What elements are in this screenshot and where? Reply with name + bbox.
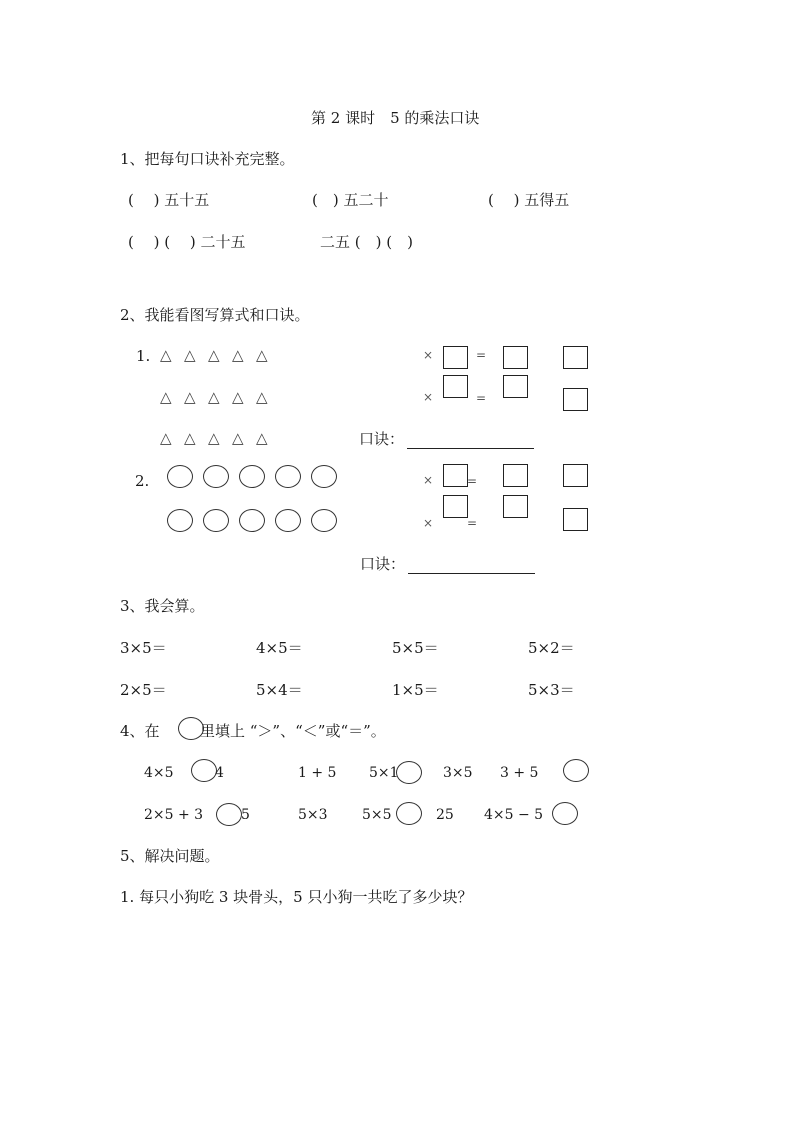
- triangle-icon: △: [184, 388, 196, 406]
- calc-item[interactable]: 5×4＝: [256, 681, 303, 699]
- compare-right: 5: [241, 807, 250, 823]
- calc-item[interactable]: 5×5＝: [392, 639, 439, 657]
- triangle-icon: △: [184, 429, 196, 447]
- triangle-icon: △: [232, 346, 244, 364]
- question-3-heading: 3、我会算。: [120, 597, 205, 615]
- compare-circle[interactable]: [396, 802, 422, 825]
- triangle-icon: △: [256, 346, 268, 364]
- circle-icon: [275, 465, 301, 488]
- triangle-icon: △: [256, 429, 268, 447]
- times-sign: ×: [423, 348, 434, 362]
- item-1-label: 1.: [136, 347, 151, 365]
- compare-circle[interactable]: [191, 759, 217, 782]
- question-1-heading: 1、把每句口诀补充完整。: [120, 150, 295, 168]
- answer-box[interactable]: [503, 375, 528, 398]
- times-sign: ×: [423, 516, 434, 530]
- compare-circle[interactable]: [563, 759, 589, 782]
- circle-icon: [167, 465, 193, 488]
- circle-icon: [239, 465, 265, 488]
- circle-icon: [275, 509, 301, 532]
- compare-left: 5×5: [362, 807, 392, 823]
- answer-box[interactable]: [563, 388, 588, 411]
- compare-circle[interactable]: [216, 803, 242, 826]
- calc-item[interactable]: 3×5＝: [120, 639, 167, 657]
- answer-box[interactable]: [563, 508, 588, 531]
- triangle-icon: △: [256, 388, 268, 406]
- q1-blank-1[interactable]: ( ) 五十五: [128, 191, 210, 209]
- question-4-heading-pre: 4、在: [120, 722, 160, 740]
- question-5-heading: 5、解决问题。: [120, 847, 220, 865]
- rhyme-answer-line[interactable]: [407, 448, 534, 449]
- calc-item[interactable]: 5×2＝: [528, 639, 575, 657]
- question-4-heading-post: 里填上 “＞”、“＜”或“＝”。: [200, 722, 386, 740]
- triangle-icon: △: [184, 346, 196, 364]
- rhyme-label: 口诀：: [359, 430, 405, 448]
- q1-blank-2[interactable]: ( ) 五二十: [312, 191, 389, 209]
- triangle-icon: △: [208, 388, 220, 406]
- equals-sign: =: [476, 348, 487, 362]
- answer-box[interactable]: [503, 346, 528, 369]
- compare-left: 4×5 − 5: [484, 807, 544, 823]
- times-sign: ×: [423, 390, 434, 404]
- page-title: 第 2 课时 5 的乘法口诀: [311, 109, 480, 127]
- question-2-heading: 2、我能看图写算式和口诀。: [120, 306, 310, 324]
- times-sign: ×: [423, 473, 434, 487]
- triangle-icon: △: [160, 429, 172, 447]
- compare-right: 3 + 5: [500, 765, 539, 781]
- item-2-label: 2.: [135, 472, 150, 490]
- circle-icon: [239, 509, 265, 532]
- circle-icon: [203, 509, 229, 532]
- triangle-icon: △: [232, 388, 244, 406]
- equals-sign: =: [467, 474, 478, 488]
- compare-left: 5×3: [298, 807, 328, 823]
- calc-item[interactable]: 5×3＝: [528, 681, 575, 699]
- circle-icon: [167, 509, 193, 532]
- triangle-icon: △: [160, 388, 172, 406]
- q1-blank-5[interactable]: 二五 ( ) ( ): [320, 233, 413, 251]
- circle-icon: [311, 509, 337, 532]
- word-problem-1: 1. 每只小狗吃 3 块骨头，5 只小狗一共吃了多少块？: [120, 888, 473, 906]
- circle-icon: [311, 465, 337, 488]
- calc-item[interactable]: 4×5＝: [256, 639, 303, 657]
- q1-blank-4[interactable]: ( ) ( ) 二十五: [128, 233, 246, 251]
- compare-left: 2×5 + 3: [144, 807, 204, 823]
- equals-sign: =: [476, 391, 487, 405]
- answer-box[interactable]: [443, 495, 468, 518]
- compare-right: 5×1: [369, 765, 399, 781]
- answer-box[interactable]: [563, 346, 588, 369]
- triangle-icon: △: [208, 346, 220, 364]
- answer-box[interactable]: [443, 346, 468, 369]
- answer-box[interactable]: [443, 375, 468, 398]
- compare-left: 3×5: [443, 765, 473, 781]
- answer-box[interactable]: [503, 495, 528, 518]
- answer-box[interactable]: [563, 464, 588, 487]
- equals-sign: =: [467, 516, 478, 530]
- compare-left: 1 + 5: [298, 765, 337, 781]
- calc-item[interactable]: 1×5＝: [392, 681, 439, 699]
- rhyme-answer-line[interactable]: [408, 573, 535, 574]
- circle-icon: [203, 465, 229, 488]
- compare-circle[interactable]: [396, 761, 422, 784]
- answer-box[interactable]: [503, 464, 528, 487]
- triangle-icon: △: [208, 429, 220, 447]
- triangle-icon: △: [232, 429, 244, 447]
- compare-right: 25: [436, 807, 454, 823]
- calc-item[interactable]: 2×5＝: [120, 681, 167, 699]
- compare-circle[interactable]: [552, 802, 578, 825]
- compare-right: 4: [215, 765, 224, 781]
- answer-box[interactable]: [443, 464, 468, 487]
- compare-left: 4×5: [144, 765, 174, 781]
- q1-blank-3[interactable]: ( ) 五得五: [488, 191, 570, 209]
- triangle-icon: △: [160, 346, 172, 364]
- rhyme-label: 口诀：: [360, 555, 406, 573]
